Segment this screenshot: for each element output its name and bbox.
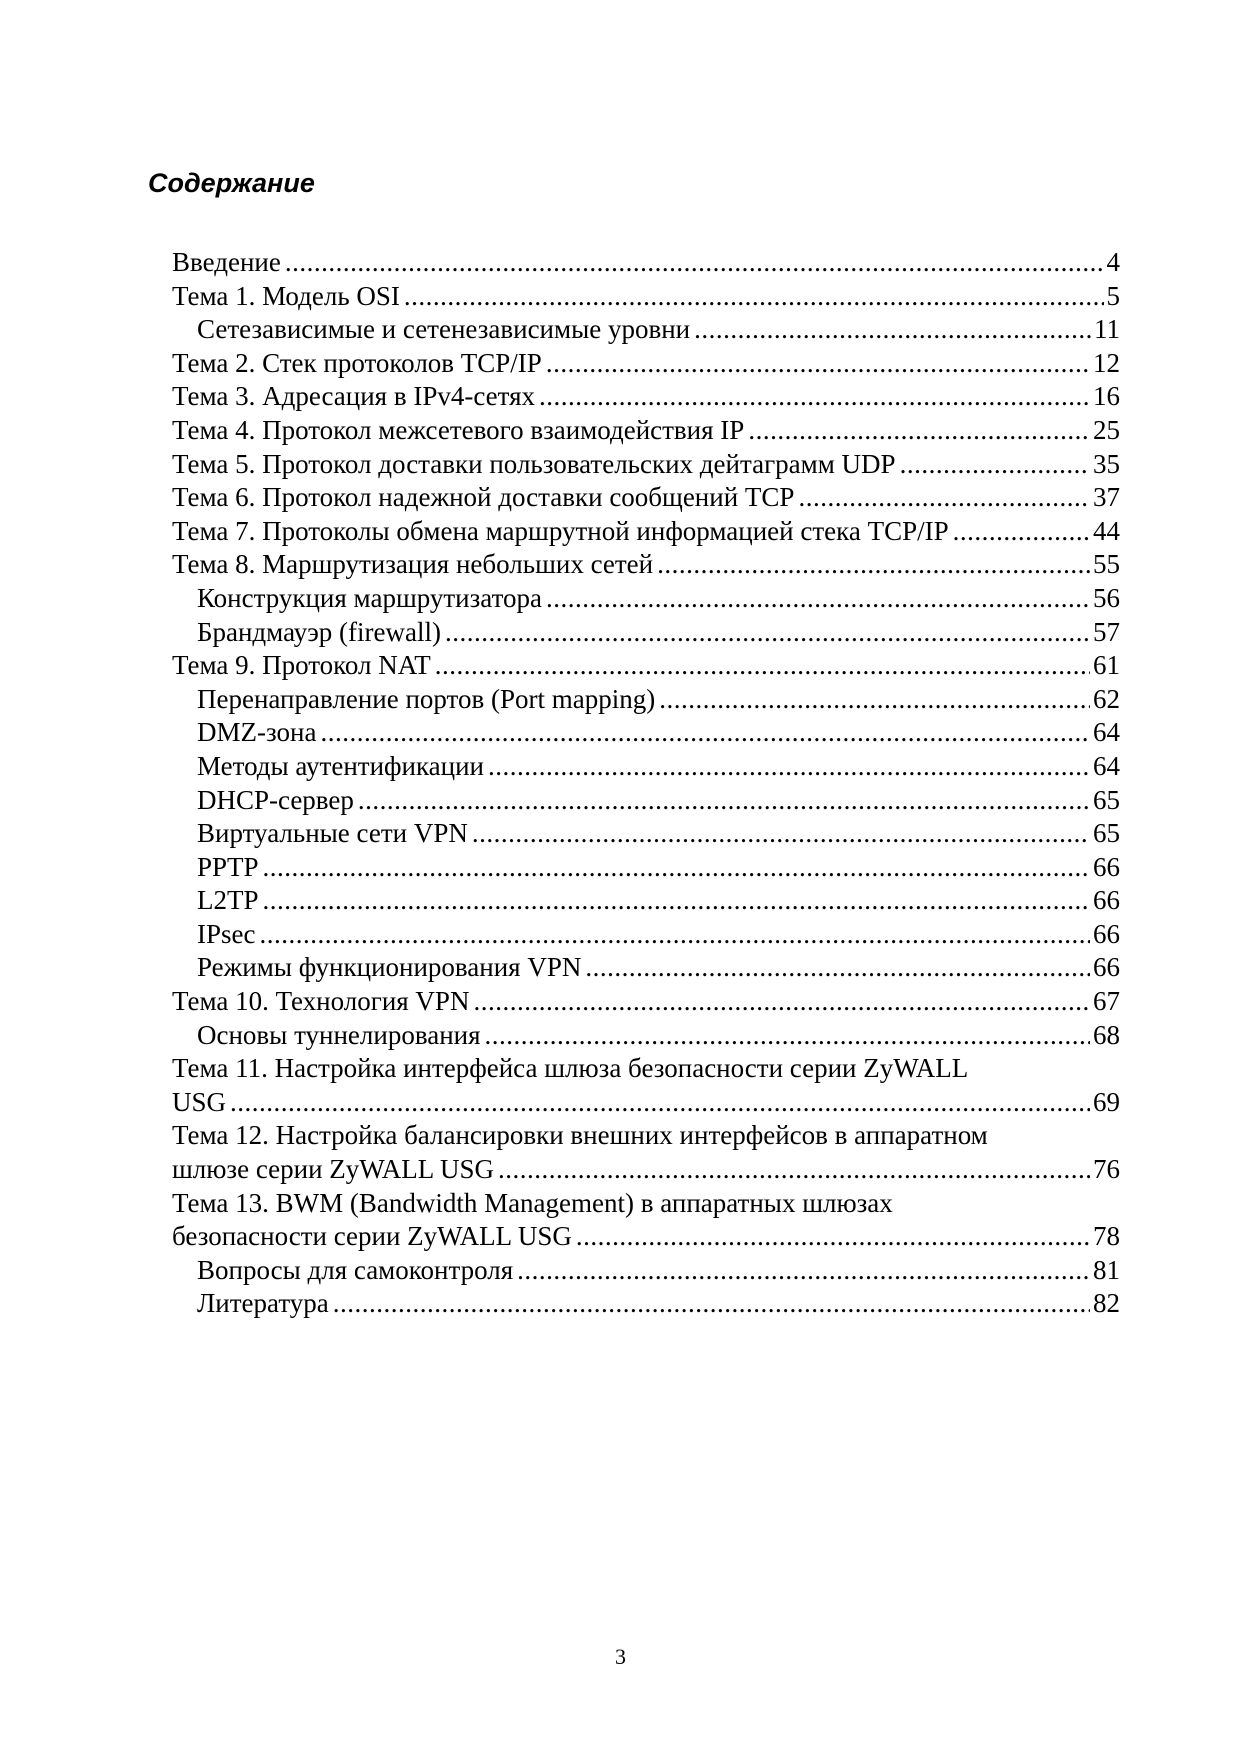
toc-entry: [172, 1019, 1120, 1053]
toc-entry-page: 16: [1093, 381, 1120, 412]
toc-entry-page: 12: [1093, 347, 1120, 378]
toc-entry: [172, 481, 1120, 515]
toc-entry-title: Тема 7. Протоколы обмена маршрутной информацией стека TCP/IP: [172, 515, 949, 546]
toc-entry-title: Вопросы для самоконтроля: [197, 1254, 514, 1285]
toc-entry: [172, 1187, 1120, 1254]
toc-entry-page: 64: [1093, 717, 1120, 748]
toc-entry-page: 65: [1093, 784, 1120, 815]
toc-entry-title: Тема 8. Маршрутизация небольших сетей: [172, 549, 654, 580]
toc-entry-page: 65: [1093, 818, 1120, 849]
toc-entry-title: Тема 5. Протокол доставки пользовательских дейтаграмм UDP: [172, 448, 896, 479]
dot-leader: [445, 616, 1090, 650]
toc-entry-page: 35: [1093, 448, 1120, 479]
toc-entry: [172, 784, 1120, 818]
toc-entry-title: Тема 2. Стек протоколов TCP/IP: [172, 347, 542, 378]
dot-leader: [488, 750, 1090, 784]
toc-entry: [172, 951, 1120, 985]
dot-leader: [259, 918, 1090, 952]
toc-entry-title-first-line: Тема 11. Настройка интерфейса шлюза безопасности серии ZyWALL: [172, 1053, 969, 1084]
toc-entry-page: 67: [1093, 986, 1120, 1017]
dot-leader: [900, 448, 1090, 482]
toc-entry-page: 78: [1093, 1221, 1120, 1252]
toc-entry-title: Тема 1. Модель OSI: [172, 280, 400, 311]
toc-entry-page: 64: [1093, 750, 1120, 781]
toc-entry-page: 5: [1106, 280, 1120, 311]
toc-entry-title: Перенаправление портов (Port mapping): [197, 683, 656, 714]
dot-leader: [748, 414, 1090, 448]
dot-leader: [320, 716, 1090, 750]
dot-leader: [539, 380, 1090, 414]
toc-entry-page: 55: [1093, 549, 1120, 580]
toc-entry-title: DHCP-сервер: [197, 784, 354, 815]
toc-entry-title: Конструкция маршрутизатора: [197, 582, 543, 613]
dot-leader: [585, 951, 1090, 985]
dot-leader: [263, 884, 1090, 918]
toc-entry-title: Тема 10. Технология VPN: [172, 986, 470, 1017]
dot-leader: [358, 784, 1090, 818]
dot-leader: [576, 1220, 1090, 1254]
page-number: 3: [615, 1644, 626, 1669]
toc-entry: [172, 1287, 1120, 1321]
dot-leader: [659, 683, 1090, 717]
toc-entry-title: Виртуальные сети VPN: [197, 818, 468, 849]
toc-entry: [172, 280, 1120, 314]
dot-leader: [546, 582, 1090, 616]
dot-leader: [485, 1019, 1090, 1053]
toc-entry: [172, 985, 1120, 1019]
toc-entry-page: 44: [1093, 515, 1120, 546]
toc-entry-title: Сетезависимые и сетенезависимые уровни: [197, 314, 691, 345]
toc-entry-title: Режимы функционирования VPN: [197, 952, 582, 983]
toc-entry-page: 81: [1093, 1254, 1120, 1285]
toc-entry: [172, 582, 1120, 616]
toc-entry: [172, 683, 1120, 717]
toc-entry-page: 25: [1093, 414, 1120, 445]
toc-entry-page: 69: [1093, 1086, 1120, 1117]
toc-entry: [172, 817, 1120, 851]
toc-entry-page: 37: [1093, 482, 1120, 513]
toc-entry-title: Тема 9. Протокол NAT: [172, 650, 431, 681]
dot-leader: [657, 548, 1090, 582]
dot-leader: [498, 1153, 1090, 1187]
toc-entry-page: 11: [1094, 314, 1120, 345]
dot-leader: [435, 649, 1090, 683]
toc-entry-title: Тема 6. Протокол надежной доставки сообщений TCP: [172, 482, 795, 513]
toc-entry-page: 66: [1093, 918, 1120, 949]
page-title: Содержание: [148, 168, 315, 198]
toc-entry-page: 66: [1093, 885, 1120, 916]
toc-entry: [172, 918, 1120, 952]
toc-entry: [172, 649, 1120, 683]
dot-leader: [517, 1254, 1090, 1288]
dot-leader: [230, 1086, 1090, 1120]
toc-entry-title: Тема 4. Протокол межсетевого взаимодействия IP: [172, 414, 745, 445]
toc-entry: [172, 448, 1120, 482]
toc-entry-page: 76: [1093, 1154, 1120, 1185]
toc-entry-title: PPTP: [197, 851, 259, 882]
toc-entry: [172, 515, 1120, 549]
toc-entry: [172, 750, 1120, 784]
toc-entry-title: Введение: [172, 247, 281, 277]
toc-entry-page: 66: [1093, 952, 1120, 983]
toc-entry-page: 61: [1093, 650, 1120, 681]
toc-entry-title: шлюзе серии ZyWALL USG: [172, 1154, 495, 1185]
toc-entry: [172, 1254, 1120, 1288]
toc-entry-title: IPsec: [197, 918, 256, 949]
dot-leader: [546, 347, 1090, 381]
dot-leader: [404, 280, 1104, 314]
toc-entry: [172, 548, 1120, 582]
dot-leader: [473, 985, 1090, 1019]
dot-leader: [285, 246, 1104, 280]
toc-entry-title-first-line: Тема 13. BWM (Bandwidth Management) в аппаратных шлюзах: [172, 1187, 893, 1218]
toc-entry-title: L2TP: [197, 885, 259, 916]
dot-leader: [694, 313, 1091, 347]
toc-entry-title: Литература: [197, 1288, 329, 1319]
toc-entry-page: 66: [1093, 851, 1120, 882]
toc-entry-page: 56: [1093, 582, 1120, 613]
dot-leader: [333, 1287, 1090, 1321]
dot-leader: [798, 481, 1090, 515]
toc-entry: [172, 414, 1120, 448]
toc-entry-title: безопасности серии ZyWALL USG: [172, 1221, 572, 1252]
toc-entry-title: Методы аутентификации: [197, 750, 485, 781]
toc-entry-page: 57: [1093, 616, 1120, 647]
toc-entry: [172, 380, 1120, 414]
toc-entry-title: USG: [172, 1086, 227, 1117]
toc-entry: [172, 313, 1120, 347]
toc-entry: [172, 347, 1120, 381]
dot-leader: [953, 515, 1090, 549]
toc-entry: [172, 1052, 1120, 1119]
toc-entry: [172, 1119, 1120, 1186]
dot-leader: [472, 817, 1090, 851]
toc-entry: [172, 616, 1120, 650]
toc-entry: [172, 884, 1120, 918]
dot-leader: [263, 851, 1090, 885]
toc-entry-title: Тема 3. Адресация в IPv4-сетях: [172, 381, 535, 412]
toc-entry-page: 82: [1093, 1288, 1120, 1319]
toc-entry-title: DMZ-зона: [197, 717, 317, 748]
toc-entry-title: Основы туннелирования: [197, 1019, 481, 1050]
toc-entry-page: 68: [1093, 1019, 1120, 1050]
toc-entry-page: 4: [1106, 247, 1120, 277]
toc-entry-page: 62: [1093, 683, 1120, 714]
table-of-contents: [172, 246, 1120, 1321]
toc-entry-title: Брандмауэр (firewall): [197, 616, 441, 647]
toc-entry: [172, 851, 1120, 885]
toc-entry-title-first-line: Тема 12. Настройка балансировки внешних интерфейсов в аппаратном: [172, 1120, 988, 1151]
toc-entry: [172, 716, 1120, 750]
toc-entry: [172, 246, 1120, 280]
